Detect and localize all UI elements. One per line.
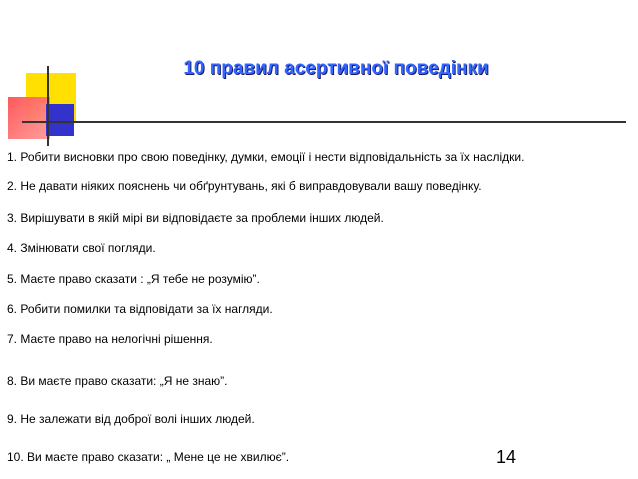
page-number: 14 [496, 447, 517, 467]
rule-item-1: 1. Робити висновки про свою поведінку, думки, емоції і нести відповідальність за їх наслідки. [7, 150, 525, 164]
rule-item-9: 9. Не залежати від доброї волі інших людей. [7, 412, 255, 426]
rule-item-6: 6. Робити помилки та відповідати за їх нагляди. [7, 302, 273, 316]
title-divider-line [22, 121, 626, 123]
rule-item-2: 2. Не давати ніяких пояснень чи обґрунтувань, які б виправдовували вашу поведінку. [7, 179, 482, 193]
slide-title: 10 правил асертивної поведінки [183, 58, 489, 79]
rule-item-10: 10. Ви маєте право сказати: „ Мене це не хвилює”. [7, 450, 290, 464]
rule-item-8: 8. Ви маєте право сказати: „Я не знаю”. [7, 374, 228, 388]
rule-item-3: 3. Вирішувати в якій мірі ви відповідаєте за проблеми інших людей. [7, 211, 384, 225]
deco-blue-square [46, 104, 74, 136]
rule-item-7: 7. Маєте право на нелогічні рішення. [7, 332, 213, 346]
rule-item-5: 5. Маєте право сказати : „Я тебе не розумію”. [7, 272, 260, 286]
rule-item-4: 4. Змінювати свої погляди. [7, 241, 156, 255]
deco-red-square [8, 97, 50, 139]
